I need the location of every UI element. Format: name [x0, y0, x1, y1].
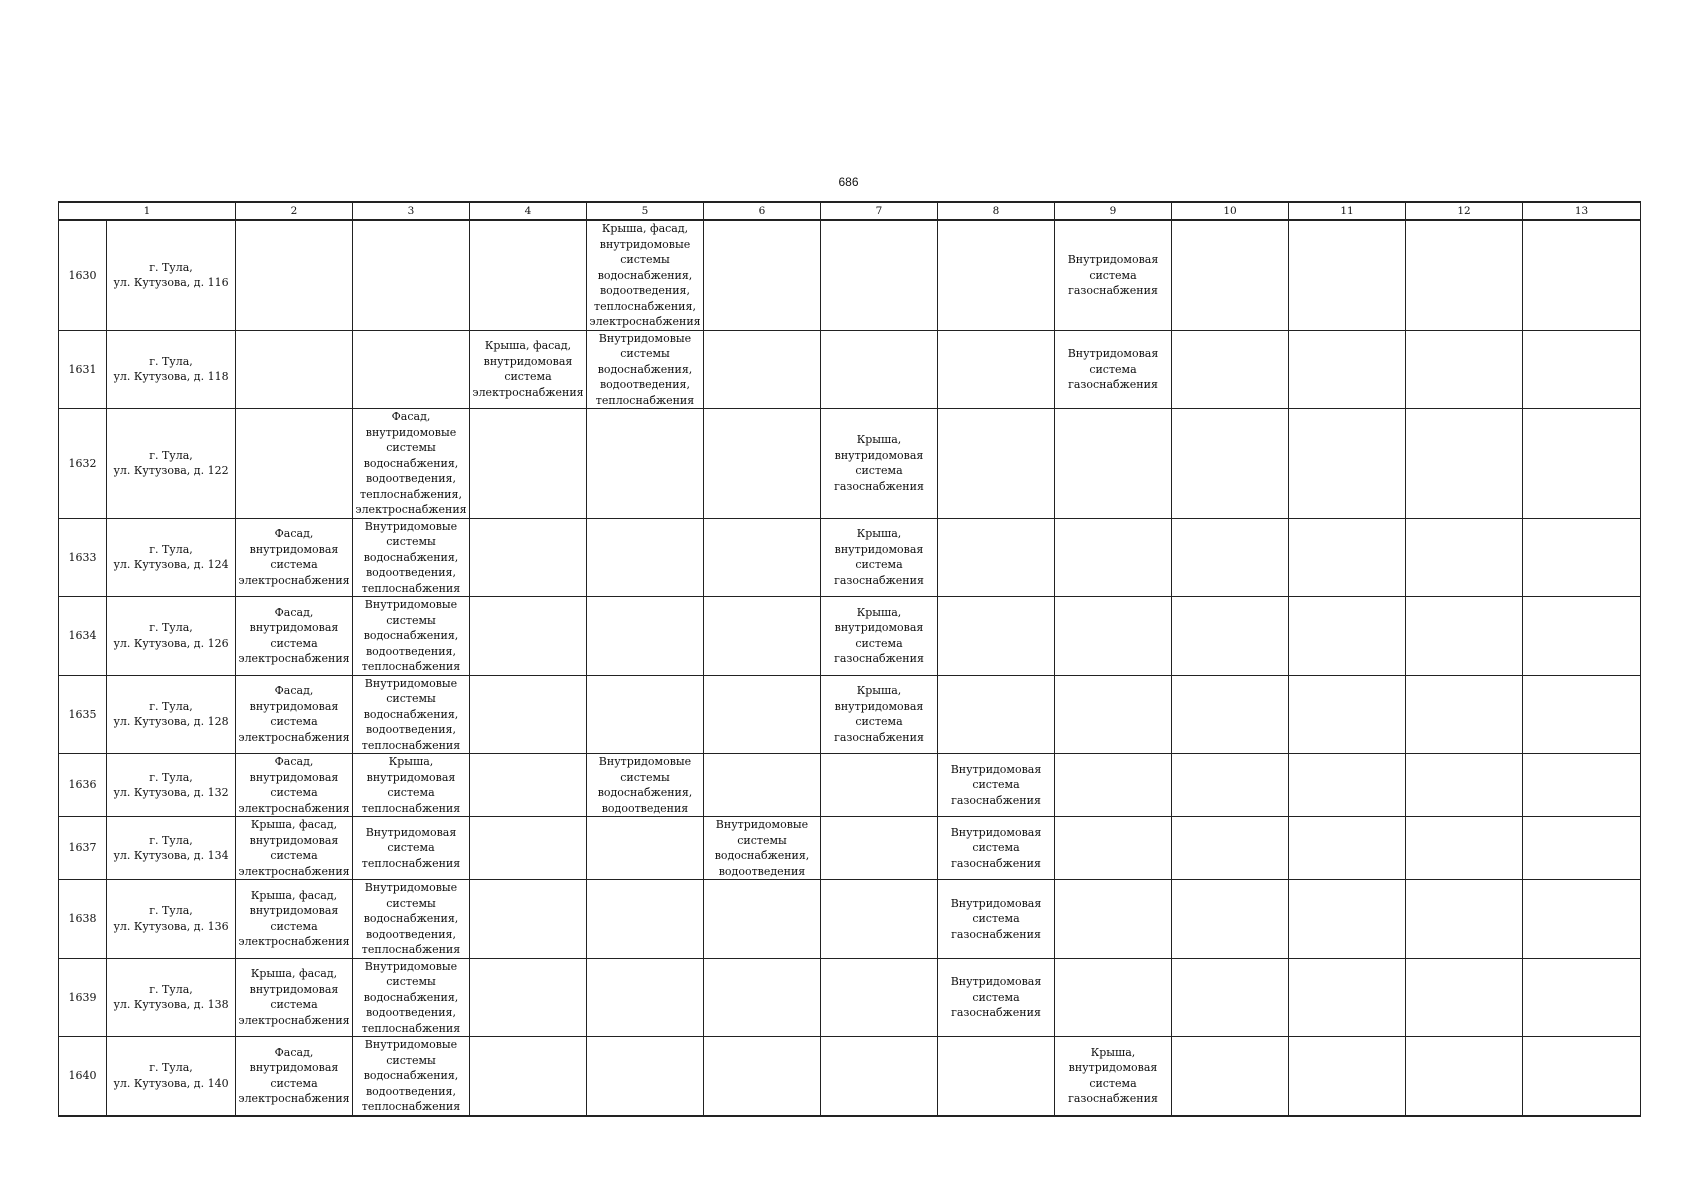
period-cell-col-5 [587, 1037, 704, 1116]
period-cell-col-12 [1406, 880, 1523, 959]
period-cell-col-3 [353, 220, 470, 330]
period-cell-col-6 [704, 880, 821, 959]
period-cell-col-2: Крыша, фасад, внутридомовая система электроснабжения [236, 958, 353, 1037]
address-cell: г. Тула, ул. Кутузова, д. 122 [107, 409, 236, 519]
address-cell: г. Тула, ул. Кутузова, д. 118 [107, 330, 236, 409]
period-cell-col-13 [1523, 220, 1641, 330]
table-row [59, 1037, 1641, 1116]
period-cell-col-10 [1172, 880, 1289, 959]
period-cell-col-9 [1055, 880, 1172, 959]
period-cell-col-3: Внутридомовые системы водоснабжения, водоотведения, теплоснабжения [353, 675, 470, 754]
period-cell-col-13 [1523, 754, 1641, 817]
row-number: 1639 [59, 958, 107, 1037]
address-cell: г. Тула, ул. Кутузова, д. 136 [107, 880, 236, 959]
period-cell-col-13 [1523, 409, 1641, 519]
repair-schedule-table [58, 201, 1641, 1117]
period-cell-col-4 [470, 597, 587, 676]
period-cell-col-10 [1172, 220, 1289, 330]
period-cell-col-4 [470, 880, 587, 959]
period-cell-col-2: Фасад, внутридомовая система электроснабжения [236, 754, 353, 817]
period-cell-col-7 [821, 330, 938, 409]
period-cell-col-6 [704, 1037, 821, 1116]
row-number: 1640 [59, 1037, 107, 1116]
period-cell-col-3: Внутридомовая система теплоснабжения [353, 817, 470, 880]
period-cell-col-11 [1289, 220, 1406, 330]
period-cell-col-11 [1289, 817, 1406, 880]
period-cell-col-2: Фасад, внутридомовая система электроснабжения [236, 675, 353, 754]
period-cell-col-7: Крыша, внутридомовая система газоснабжения [821, 409, 938, 519]
period-cell-col-2: Фасад, внутридомовая система электроснабжения [236, 518, 353, 597]
period-cell-col-5 [587, 518, 704, 597]
row-number: 1634 [59, 597, 107, 676]
period-cell-col-12 [1406, 754, 1523, 817]
period-cell-col-4 [470, 958, 587, 1037]
period-cell-col-7 [821, 754, 938, 817]
period-cell-col-6: Внутридомовые системы водоснабжения, водоотведения [704, 817, 821, 880]
period-cell-col-13 [1523, 597, 1641, 676]
period-cell-col-7 [821, 880, 938, 959]
period-cell-col-9 [1055, 754, 1172, 817]
column-header: 8 [938, 202, 1055, 220]
period-cell-col-8 [938, 220, 1055, 330]
period-cell-col-6 [704, 754, 821, 817]
period-cell-col-10 [1172, 754, 1289, 817]
period-cell-col-7: Крыша, внутридомовая система газоснабжения [821, 597, 938, 676]
table-row [59, 597, 1641, 676]
period-cell-col-2 [236, 220, 353, 330]
period-cell-col-6 [704, 330, 821, 409]
table-row [59, 330, 1641, 409]
period-cell-col-7 [821, 1037, 938, 1116]
column-header: 3 [353, 202, 470, 220]
period-cell-col-6 [704, 518, 821, 597]
period-cell-col-13 [1523, 958, 1641, 1037]
period-cell-col-4 [470, 675, 587, 754]
period-cell-col-9: Внутридомовая система газоснабжения [1055, 220, 1172, 330]
period-cell-col-2 [236, 409, 353, 519]
period-cell-col-13 [1523, 330, 1641, 409]
period-cell-col-4 [470, 220, 587, 330]
period-cell-col-9 [1055, 409, 1172, 519]
table-row [59, 675, 1641, 754]
period-cell-col-10 [1172, 675, 1289, 754]
period-cell-col-3: Внутридомовые системы водоснабжения, водоотведения, теплоснабжения [353, 518, 470, 597]
period-cell-col-2 [236, 330, 353, 409]
table-row [59, 880, 1641, 959]
period-cell-col-8 [938, 409, 1055, 519]
period-cell-col-5 [587, 409, 704, 519]
period-cell-col-8: Внутридомовая система газоснабжения [938, 817, 1055, 880]
period-cell-col-4 [470, 1037, 587, 1116]
column-header: 2 [236, 202, 353, 220]
table-row [59, 518, 1641, 597]
row-number: 1637 [59, 817, 107, 880]
period-cell-col-5 [587, 958, 704, 1037]
period-cell-col-13 [1523, 675, 1641, 754]
period-cell-col-3: Внутридомовые системы водоснабжения, водоотведения, теплоснабжения [353, 880, 470, 959]
period-cell-col-5: Внутридомовые системы водоснабжения, водоотведения, теплоснабжения [587, 330, 704, 409]
period-cell-col-10 [1172, 330, 1289, 409]
period-cell-col-5: Крыша, фасад, внутридомовые системы водоснабжения, водоотведения, теплоснабжения, электроснабжения [587, 220, 704, 330]
period-cell-col-9 [1055, 597, 1172, 676]
period-cell-col-12 [1406, 518, 1523, 597]
period-cell-col-8: Внутридомовая система газоснабжения [938, 880, 1055, 959]
period-cell-col-5 [587, 880, 704, 959]
row-number: 1631 [59, 330, 107, 409]
address-cell: г. Тула, ул. Кутузова, д. 116 [107, 220, 236, 330]
period-cell-col-7 [821, 220, 938, 330]
address-cell: г. Тула, ул. Кутузова, д. 134 [107, 817, 236, 880]
row-number: 1632 [59, 409, 107, 519]
page-number: 686 [838, 175, 859, 189]
table-row [59, 220, 1641, 330]
period-cell-col-11 [1289, 330, 1406, 409]
period-cell-col-11 [1289, 675, 1406, 754]
address-cell: г. Тула, ул. Кутузова, д. 132 [107, 754, 236, 817]
address-cell: г. Тула, ул. Кутузова, д. 126 [107, 597, 236, 676]
table-row [59, 817, 1641, 880]
address-cell: г. Тула, ул. Кутузова, д. 128 [107, 675, 236, 754]
table-row [59, 409, 1641, 519]
period-cell-col-12 [1406, 675, 1523, 754]
period-cell-col-11 [1289, 597, 1406, 676]
period-cell-col-8: Внутридомовая система газоснабжения [938, 754, 1055, 817]
period-cell-col-2: Фасад, внутридомовая система электроснабжения [236, 597, 353, 676]
period-cell-col-6 [704, 409, 821, 519]
period-cell-col-12 [1406, 330, 1523, 409]
address-cell: г. Тула, ул. Кутузова, д. 140 [107, 1037, 236, 1116]
column-header: 11 [1289, 202, 1406, 220]
period-cell-col-11 [1289, 409, 1406, 519]
period-cell-col-10 [1172, 518, 1289, 597]
period-cell-col-12 [1406, 817, 1523, 880]
period-cell-col-8 [938, 330, 1055, 409]
column-header: 6 [704, 202, 821, 220]
row-number: 1633 [59, 518, 107, 597]
column-header: 1 [59, 202, 236, 220]
period-cell-col-4: Крыша, фасад, внутридомовая система электроснабжения [470, 330, 587, 409]
period-cell-col-12 [1406, 1037, 1523, 1116]
period-cell-col-7: Крыша, внутридомовая система газоснабжения [821, 518, 938, 597]
period-cell-col-12 [1406, 409, 1523, 519]
column-header: 12 [1406, 202, 1523, 220]
period-cell-col-5 [587, 597, 704, 676]
period-cell-col-10 [1172, 597, 1289, 676]
period-cell-col-8 [938, 1037, 1055, 1116]
row-number: 1635 [59, 675, 107, 754]
period-cell-col-8: Внутридомовая система газоснабжения [938, 958, 1055, 1037]
period-cell-col-8 [938, 597, 1055, 676]
period-cell-col-13 [1523, 1037, 1641, 1116]
address-cell: г. Тула, ул. Кутузова, д. 124 [107, 518, 236, 597]
period-cell-col-6 [704, 675, 821, 754]
column-header: 13 [1523, 202, 1641, 220]
table-body [59, 202, 1641, 1116]
period-cell-col-10 [1172, 1037, 1289, 1116]
period-cell-col-9 [1055, 958, 1172, 1037]
period-cell-col-4 [470, 409, 587, 519]
period-cell-col-11 [1289, 1037, 1406, 1116]
period-cell-col-3: Крыша, внутридомовая система теплоснабжения [353, 754, 470, 817]
address-cell: г. Тула, ул. Кутузова, д. 138 [107, 958, 236, 1037]
period-cell-col-2: Крыша, фасад, внутридомовая система электроснабжения [236, 880, 353, 959]
column-header: 7 [821, 202, 938, 220]
period-cell-col-3: Фасад, внутридомовые системы водоснабжения, водоотведения, теплоснабжения, электроснабжения [353, 409, 470, 519]
period-cell-col-9 [1055, 817, 1172, 880]
period-cell-col-10 [1172, 409, 1289, 519]
column-header: 5 [587, 202, 704, 220]
column-header: 4 [470, 202, 587, 220]
period-cell-col-2: Крыша, фасад, внутридомовая система электроснабжения [236, 817, 353, 880]
table-row [59, 754, 1641, 817]
period-cell-col-2: Фасад, внутридомовая система электроснабжения [236, 1037, 353, 1116]
period-cell-col-6 [704, 597, 821, 676]
row-number: 1636 [59, 754, 107, 817]
period-cell-col-5 [587, 817, 704, 880]
period-cell-col-13 [1523, 518, 1641, 597]
period-cell-col-3: Внутридомовые системы водоснабжения, водоотведения, теплоснабжения [353, 958, 470, 1037]
period-cell-col-8 [938, 518, 1055, 597]
period-cell-col-11 [1289, 958, 1406, 1037]
period-cell-col-3: Внутридомовые системы водоснабжения, водоотведения, теплоснабжения [353, 1037, 470, 1116]
period-cell-col-9: Внутридомовая система газоснабжения [1055, 330, 1172, 409]
period-cell-col-8 [938, 675, 1055, 754]
period-cell-col-11 [1289, 518, 1406, 597]
period-cell-col-7: Крыша, внутридомовая система газоснабжения [821, 675, 938, 754]
period-cell-col-5 [587, 675, 704, 754]
period-cell-col-10 [1172, 817, 1289, 880]
period-cell-col-13 [1523, 817, 1641, 880]
period-cell-col-4 [470, 817, 587, 880]
period-cell-col-10 [1172, 958, 1289, 1037]
period-cell-col-3: Внутридомовые системы водоснабжения, водоотведения, теплоснабжения [353, 597, 470, 676]
period-cell-col-6 [704, 220, 821, 330]
period-cell-col-7 [821, 817, 938, 880]
row-number: 1630 [59, 220, 107, 330]
period-cell-col-12 [1406, 220, 1523, 330]
period-cell-col-4 [470, 518, 587, 597]
period-cell-col-5: Внутридомовые системы водоснабжения, водоотведения [587, 754, 704, 817]
period-cell-col-11 [1289, 880, 1406, 959]
period-cell-col-12 [1406, 597, 1523, 676]
period-cell-col-4 [470, 754, 587, 817]
period-cell-col-13 [1523, 880, 1641, 959]
period-cell-col-11 [1289, 754, 1406, 817]
column-header: 9 [1055, 202, 1172, 220]
period-cell-col-12 [1406, 958, 1523, 1037]
column-number-row [59, 202, 1641, 220]
period-cell-col-9 [1055, 675, 1172, 754]
period-cell-col-3 [353, 330, 470, 409]
period-cell-col-9: Крыша, внутридомовая система газоснабжения [1055, 1037, 1172, 1116]
period-cell-col-7 [821, 958, 938, 1037]
period-cell-col-9 [1055, 518, 1172, 597]
column-header: 10 [1172, 202, 1289, 220]
row-number: 1638 [59, 880, 107, 959]
table-row [59, 958, 1641, 1037]
period-cell-col-6 [704, 958, 821, 1037]
